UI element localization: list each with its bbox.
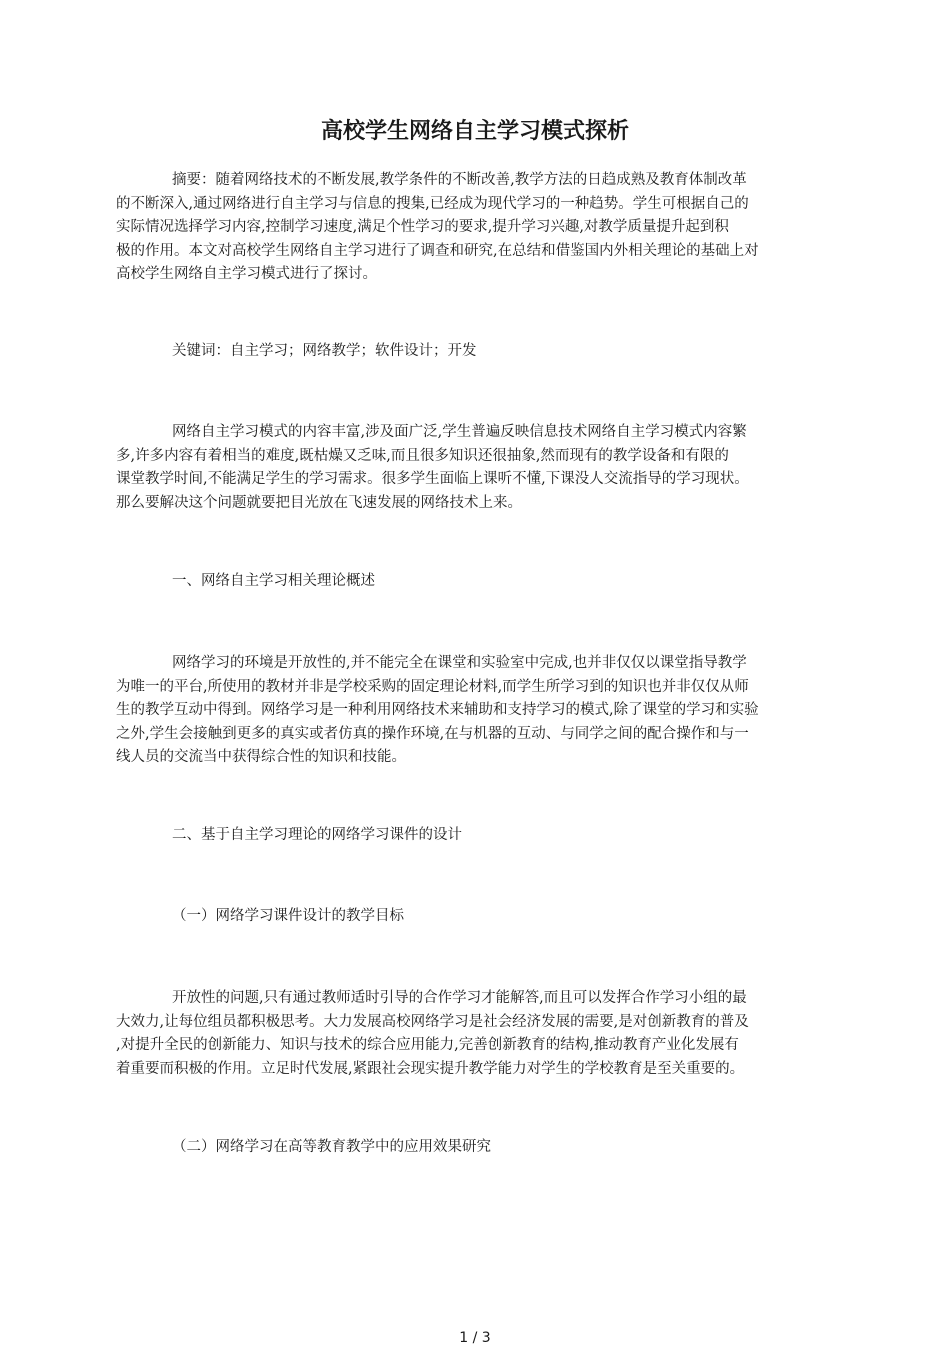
section-1-heading: 一、网络自主学习相关理论概述 [172,573,375,589]
intro-line-1: 网络自主学习模式的内容丰富,涉及面广泛,学生普遍反映信息技术网络自主学习模式内容繁 [172,424,747,440]
section-2-heading: 二、基于自主学习理论的网络学习课件的设计 [172,827,462,843]
subsection-2-heading: （二）网络学习在高等教育教学中的应用效果研究 [172,1139,491,1155]
intro-line-3: 课堂教学时间,不能满足学生的学习需求。很多学生面临上课听不懂,下课没人交流指导的学习现状。 [116,471,749,487]
section-1-line-4: 之外,学生会接触到更多的真实或者仿真的操作环境,在与机器的互动、与同学之间的配合操作和与一 [116,725,749,742]
page-number: 1 / 3 [459,1330,491,1346]
intro-line-4: 那么要解决这个问题就要把目光放在飞速发展的网络技术上来。 [116,494,522,511]
intro-paragraph [116,421,828,515]
keywords-line: 关键词：自主学习；网络教学；软件设计；开发 [172,343,477,359]
section-1-paragraph [116,652,828,770]
abstract-line-1: 摘要：随着网络技术的不断发展,教学条件的不断改善,教学方法的日趋成熟及教育体制改革 [172,172,747,188]
section-1-line-2: 为唯一的平台,所使用的教材并非是学校采购的固定理论材料,而学生所学习到的知识也并非仅仅从师 [116,678,749,695]
section-1-line-3: 生的教学互动中得到。网络学习是一种利用网络技术来辅助和支持学习的模式,除了课堂的学习和实验 [116,702,759,718]
abstract-line-3: 实际情况选择学习内容,控制学习速度,满足个性学习的要求,提升学习兴趣,对教学质量提升起到积 [116,219,729,235]
section-1-line-5: 线人员的交流当中获得综合性的知识和技能。 [116,749,406,765]
subsection-1-heading: （一）网络学习课件设计的教学目标 [172,908,404,924]
subsection-1-line-2: 大效力,让每位组员都积极思考。大力发展高校网络学习是社会经济发展的需要,是对创新教育的普及 [116,1013,749,1030]
abstract-line-4: 极的作用。本文对高校学生网络自主学习进行了调查和研究,在总结和借鉴国内外相关理论的基础上对 [116,242,759,259]
section-1-line-1: 网络学习的环境是开放性的,并不能完全在课堂和实验室中完成,也并非仅仅以课堂指导教学 [172,655,747,671]
subsection-1-paragraph [116,987,828,1081]
subsection-1-line-4: 着重要而积极的作用。立足时代发展,紧跟社会现实提升教学能力对学生的学校教育是至关重要的。 [116,1060,745,1077]
abstract-line-5: 高校学生网络自主学习模式进行了探讨。 [116,266,377,282]
abstract-line-2: 的不断深入,通过网络进行自主学习与信息的搜集,已经成为现代学习的一种趋势。学生可根据自己的 [116,195,749,212]
subsection-1-line-1: 开放性的问题,只有通过教师适时引导的合作学习才能解答,而且可以发挥合作学习小组的最 [172,990,747,1006]
intro-line-2: 多,许多内容有着相当的难度,既枯燥又乏味,而且很多知识还很抽象,然而现有的教学设备和有限的 [116,447,729,464]
abstract-paragraph [116,169,828,287]
subsection-1-line-3: ,对提升全民的创新能力、知识与技术的综合应用能力,完善创新教育的结构,推动教育产业化发展有 [116,1037,739,1053]
document-title: 高校学生网络自主学习模式探析 [320,118,629,144]
